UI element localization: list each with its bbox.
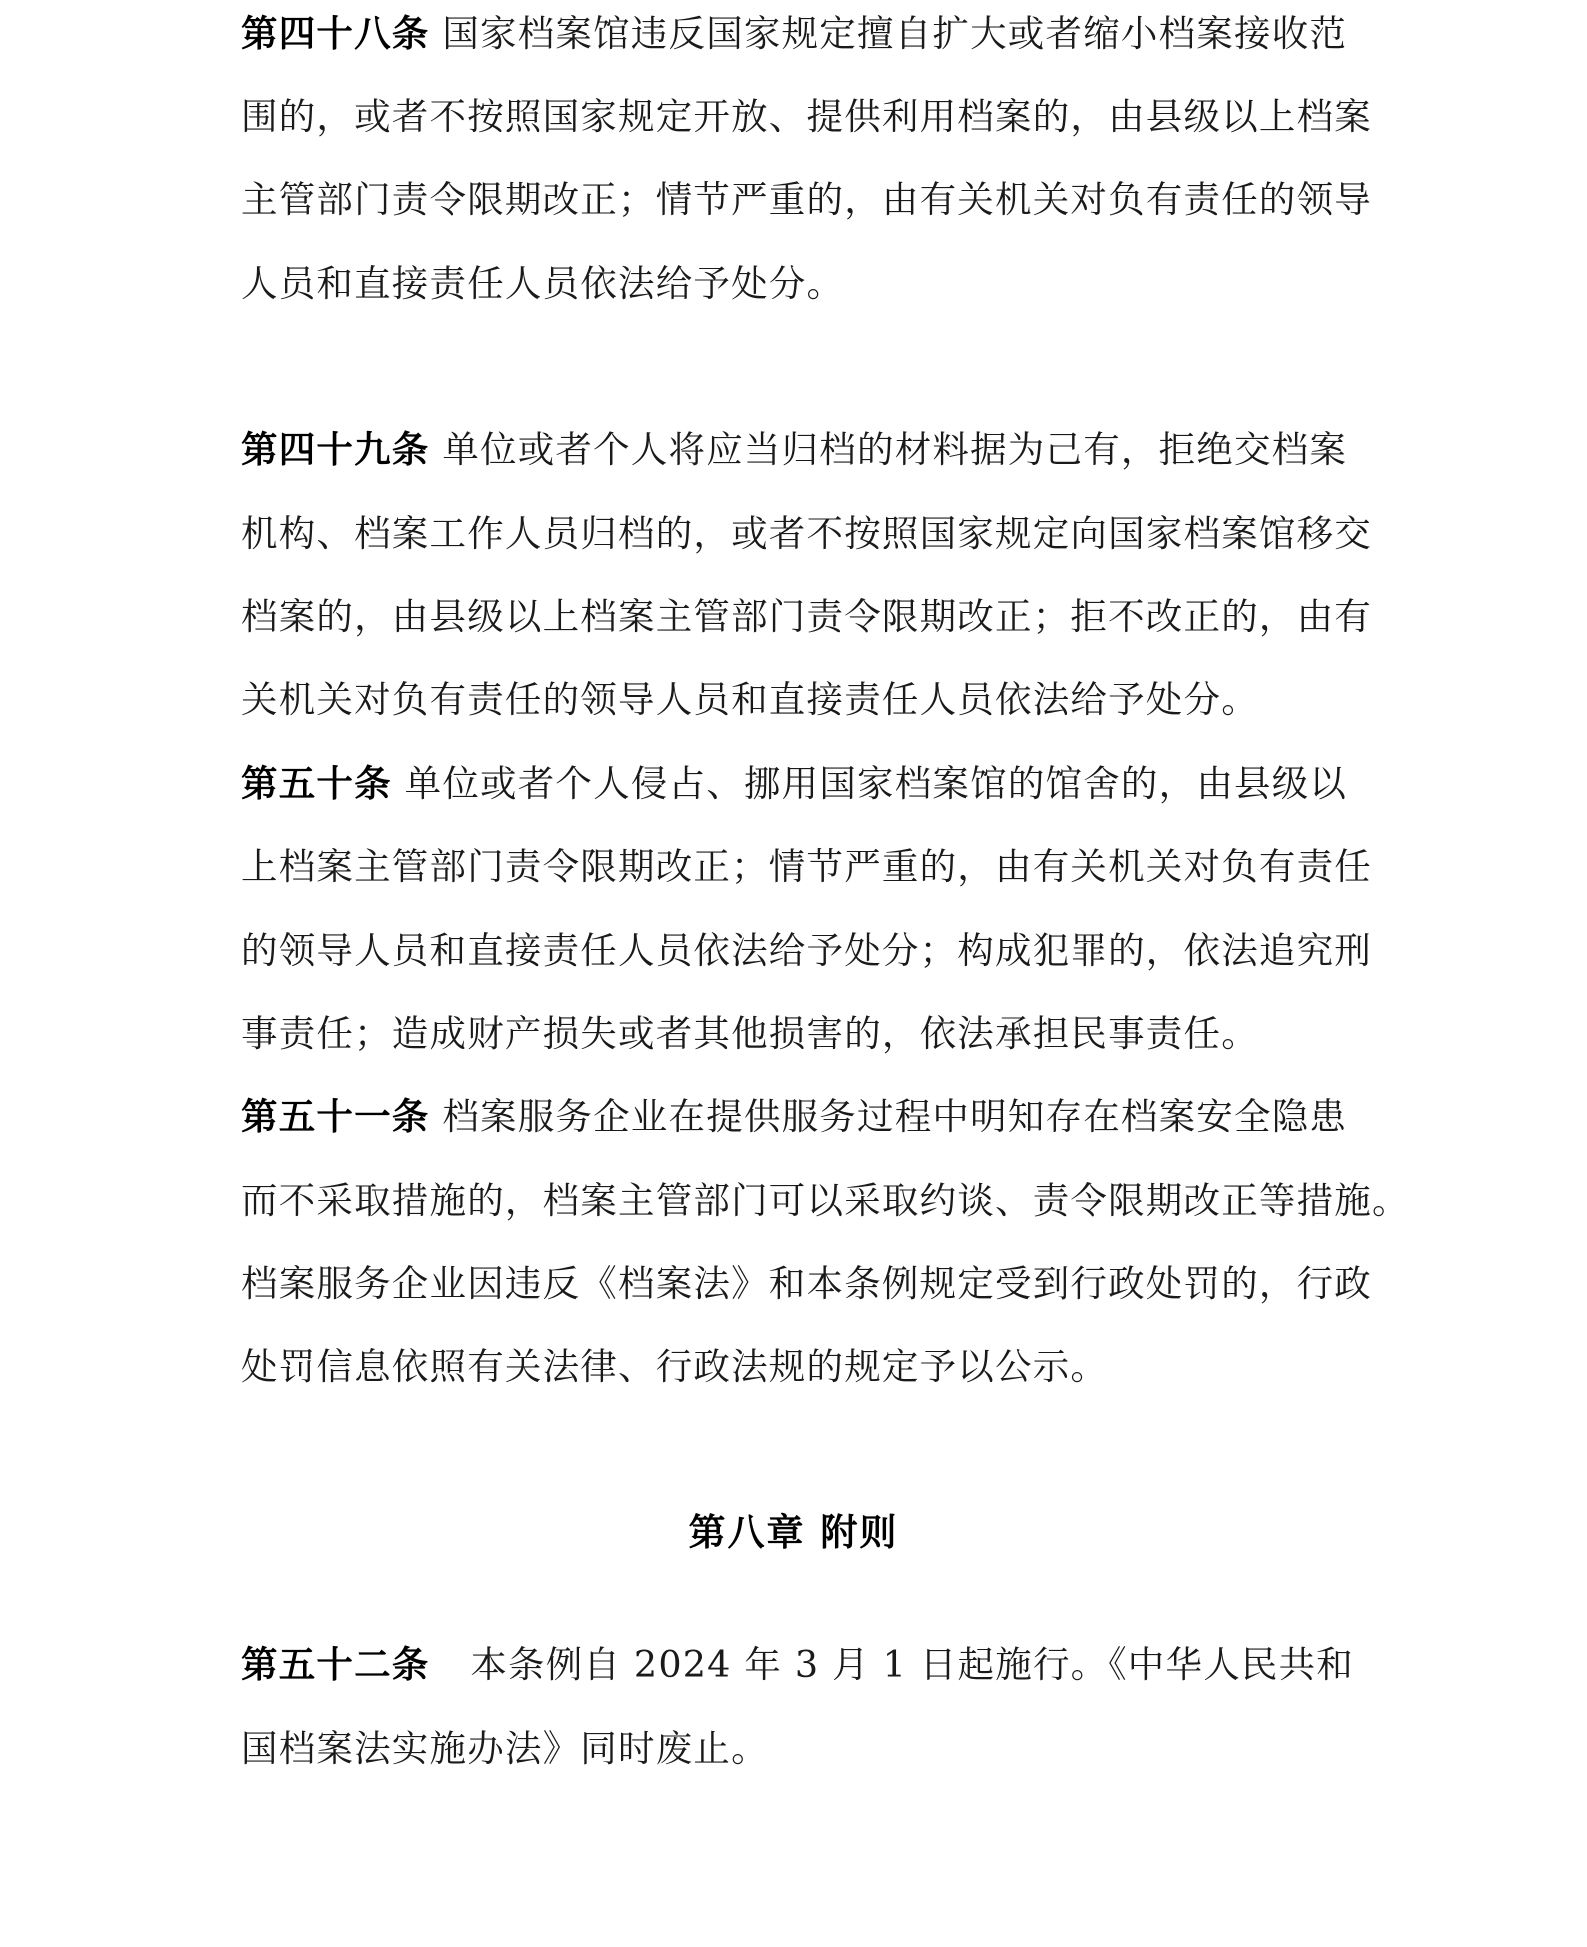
article-50-line-2: 上档案主管部门责令限期改正；情节严重的，由有关机关对负有责任	[241, 845, 1372, 888]
article-48-line-1	[241, 12, 1351, 56]
article-50-label: 第五十条	[241, 762, 392, 805]
article-49-line-4: 关机关对负有责任的领导人员和直接责任人员依法给予处分。	[241, 678, 1259, 721]
article-51-line-3: 档案服务企业因违反《档案法》和本条例规定受到行政处罚的，行政	[241, 1262, 1372, 1305]
article-49-text: 单位或者个人将应当归档的材料据为己有，拒绝交档案	[442, 428, 1348, 471]
article-52-line-1	[241, 1643, 1355, 1687]
article-52-line-2: 国档案法实施办法》同时废止。	[241, 1727, 769, 1770]
article-51-line-4: 处罚信息依照有关法律、行政法规的规定予以公示。	[241, 1345, 1109, 1388]
article-52-text: 本条例自 2024 年 3 月 1 日起施行。《中华人民共和	[470, 1643, 1355, 1686]
article-48-line-3: 主管部门责令限期改正；情节严重的，由有关机关对负有责任的领导	[241, 178, 1372, 221]
article-50-line-1	[241, 762, 1351, 806]
article-50-line-4: 事责任；造成财产损失或者其他损害的，依法承担民事责任。	[241, 1012, 1259, 1055]
article-48-line-4: 人员和直接责任人员依法给予处分。	[241, 262, 845, 305]
article-49-line-2: 机构、档案工作人员归档的，或者不按照国家规定向国家档案馆移交	[241, 512, 1372, 555]
article-52-label: 第五十二条	[241, 1643, 430, 1686]
article-48-label: 第四十八条	[241, 12, 430, 55]
article-51-line-1	[241, 1095, 1351, 1139]
article-51-line-2: 而不采取措施的，档案主管部门可以采取约谈、责令限期改正等措施。	[241, 1179, 1410, 1222]
article-48-text: 国家档案馆违反国家规定擅自扩大或者缩小档案接收范	[442, 12, 1348, 55]
article-49-label: 第四十九条	[241, 428, 430, 471]
article-51-label: 第五十一条	[241, 1095, 430, 1138]
article-50-text: 单位或者个人侵占、挪用国家档案馆的馆舍的，由县级以	[404, 762, 1348, 805]
article-51-text: 档案服务企业在提供服务过程中明知存在档案安全隐患	[442, 1095, 1348, 1138]
chapter-8-heading: 第八章 附则	[688, 1510, 899, 1554]
article-49-line-1	[241, 428, 1351, 472]
article-48-line-2: 围的，或者不按照国家规定开放、提供利用档案的，由县级以上档案	[241, 95, 1372, 138]
article-50-line-3: 的领导人员和直接责任人员依法给予处分；构成犯罪的，依法追究刑	[241, 929, 1372, 972]
article-49-line-3: 档案的，由县级以上档案主管部门责令限期改正；拒不改正的，由有	[241, 595, 1372, 638]
